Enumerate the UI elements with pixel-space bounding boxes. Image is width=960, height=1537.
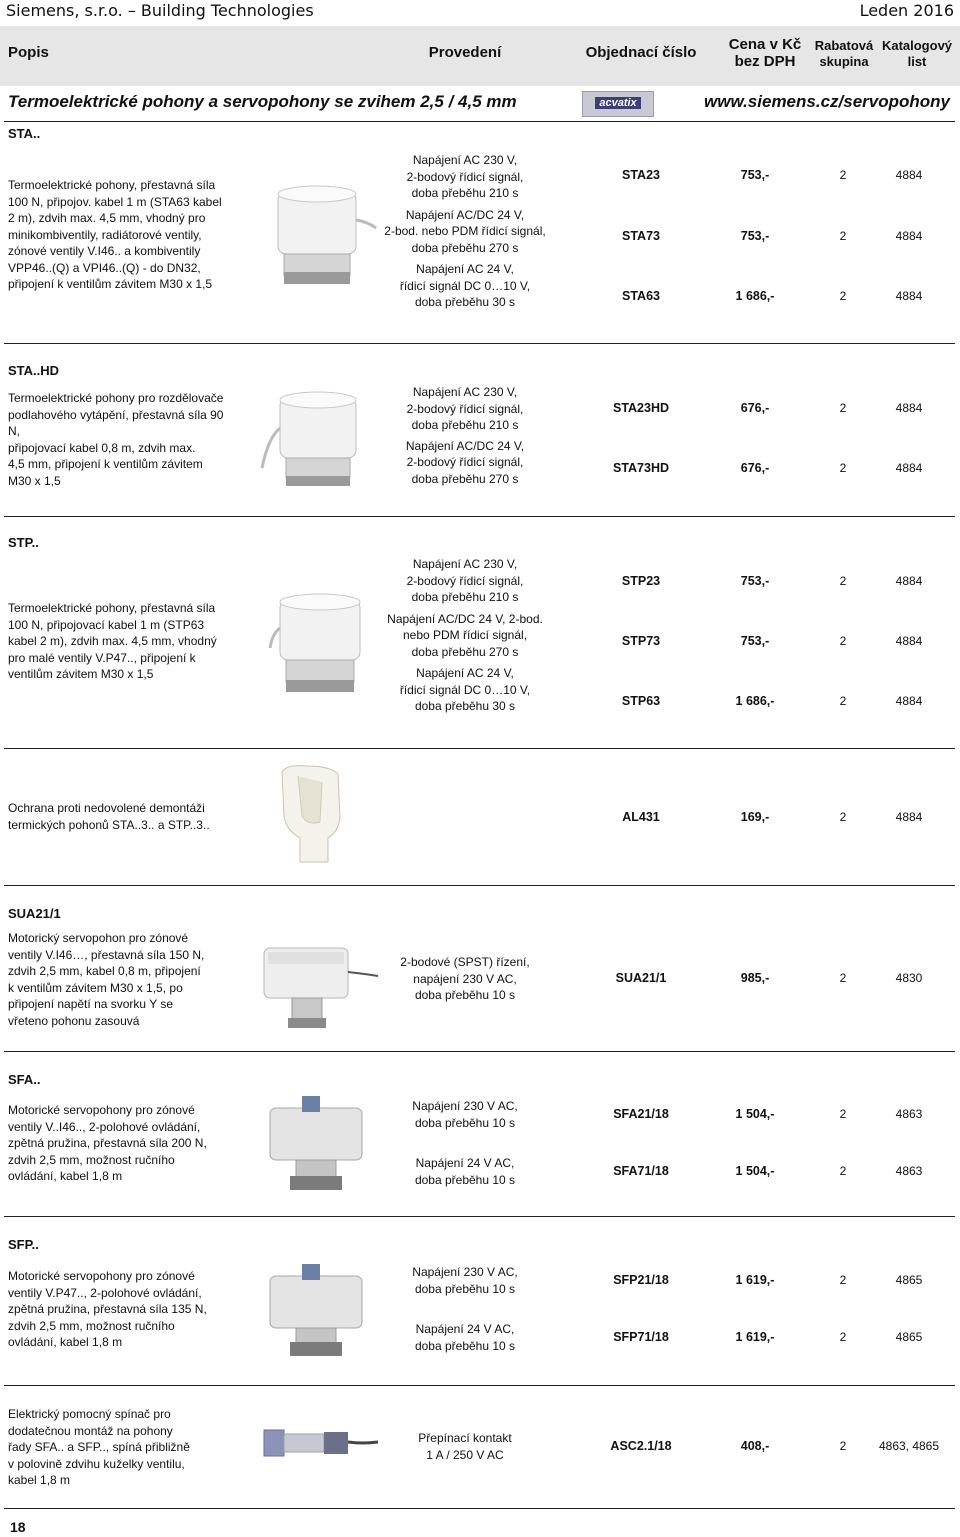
divider [4,1385,955,1386]
catalog-sheet: 4865 [895,1273,923,1287]
col-rabat-line1: Rabatová [814,38,874,53]
spec-block: Napájení 230 V AC, doba přeběhu 10 s Napájení 24 V AC, doba přeběhu 10 s [412,1099,518,1187]
catalog-sheet: 4863, 4865 [878,1439,940,1453]
divider [4,516,955,517]
section-title: STA..HD [8,363,60,378]
servo-actuator-photo [262,1090,372,1196]
col-katalog [878,38,956,70]
order-code: STP73 [621,634,661,648]
catalog-sheet: 4865 [895,1330,923,1344]
order-code: STA23 [622,168,660,182]
company-name: Siemens, s.r.o. – Building Technologies [6,1,314,20]
col-objednaci: Objednací číslo [585,44,697,61]
spec-block: Napájení AC 230 V, 2-bodový řídicí signál, doba přeběhu 210 s Napájení AC/DC 24 V, 2-bod. nebo PDM řídicí signál, doba přeběhu 270 s Napájení AC 24 V, řídicí signál DC 0…10 V, doba přeběhu 30 s [384,153,546,309]
spec-block: Napájení AC 230 V, 2-bodový řídicí signál, doba přeběhu 210 s Napájení AC/DC 24 V, 2-bodový řídicí signál, doba přeběhu 270 s [405,385,525,486]
discount-group: 2 [839,694,847,708]
divider [4,748,955,749]
col-popis: Popis [8,44,49,61]
col-provedeni: Provedení [428,44,502,61]
price: 1 686,- [735,694,775,708]
col-katalog-line1: Katalogový [881,38,953,53]
divider [4,885,955,886]
order-code: SUA21/1 [615,971,667,985]
divider [4,1051,955,1052]
col-rabat [810,38,878,70]
servo-actuator-photo [262,1258,372,1362]
price: 1 504,- [735,1164,775,1178]
product-description: Motorické servopohony pro zónové ventily V..I46.., 2-polohové ovládání, zpětná pružina, přestavná síla 200 N, zdvih 2,5 mm, možnost ručního ovládání, kabel 1,8 m [8,1103,207,1183]
order-code: STA73HD [612,461,670,475]
order-code: SFA71/18 [613,1164,669,1178]
catalog-sheet: 4863 [895,1164,923,1178]
discount-group: 2 [839,229,847,243]
order-code: STP23 [621,574,661,588]
product-description: Motorický servopohon pro zónové ventily V.I46…, přestavná síla 150 N, zdvih 2,5 mm, kabel 0,8 m, připojení k ventilům závitem M30 x 1,5, po připojení napětí na svorku Y se vřeteno pohonu zasouvá [8,931,205,1028]
section-title: SFP.. [8,1237,39,1252]
product-description: Motorické servopohony pro zónové ventily V.P47.., 2-polohové ovládání, zpětná pružina, přestavná síla 135 N, zdvih 2,5 mm, možnost ručního ovládání, kabel 1,8 m [8,1269,207,1349]
catalog-sheet: 4884 [895,810,923,824]
order-code: SFP71/18 [613,1330,669,1344]
order-code: STA73 [622,229,660,243]
spec-block: Přepínací kontakt 1 A / 250 V AC [418,1431,512,1462]
order-code: SFA21/18 [613,1107,669,1121]
catalog-sheet: 4884 [895,289,923,303]
price: 753,- [740,168,770,182]
col-cena-line1: Cena v Kč [728,36,802,53]
discount-group: 2 [839,971,847,985]
price: 753,- [740,634,770,648]
page-number: 18 [10,1519,26,1535]
order-code: ASC2.1/18 [610,1439,672,1453]
divider [4,1216,955,1217]
discount-group: 2 [839,168,847,182]
order-code: STP63 [621,694,661,708]
product-description: Elektrický pomocný spínač pro dodatečnou montáž na pohony řady SFA.. a SFP.., spíná přibližně v polovině zdvihu kuželky ventilu, kabel 1,8 m [8,1407,190,1487]
section-subheader [0,88,960,118]
catalog-sheet: 4884 [895,168,923,182]
discount-group: 2 [839,1273,847,1287]
product-description: Termoelektrické pohony, přestavná síla 100 N, připojovací kabel 1 m (STP63 kabel 2 m), zdvih max. 4,5 mm, vhodný pro malé ventily V.P47.., připojení k ventilům závitem M30 x 1,5 [8,601,217,681]
price: 985,- [740,971,770,985]
spec-block: Napájení 230 V AC, doba přeběhu 10 s Napájení 24 V AC, doba přeběhu 10 s [412,1265,518,1353]
issue-date: Leden 2016 [859,1,954,20]
catalog-sheet: 4884 [895,574,923,588]
catalog-sheet: 4884 [895,229,923,243]
product-description: Ochrana proti nedovolené demontáži termických pohonů STA..3.. a STP..3.. [8,801,210,832]
price: 1 619,- [735,1330,775,1344]
divider [4,343,955,344]
order-code: SFP21/18 [613,1273,669,1287]
order-code: STA63 [622,289,660,303]
price: 676,- [740,461,770,475]
price: 753,- [740,574,770,588]
spec-block: Napájení AC 230 V, 2-bodový řídicí signál, doba přeběhu 210 s Napájení AC/DC 24 V, 2-bod. nebo PDM řídicí signál, doba přeběhu 270 s Napájení AC 24 V, řídicí signál DC 0…10 V, doba přeběhu 30 s [387,557,543,713]
section-title: STP.. [8,535,39,550]
spec-block: 2-bodové (SPST) řízení, napájení 230 V AC, doba přeběhu 10 s [400,955,530,1002]
catalog-sheet: 4884 [895,694,923,708]
product-description: Termoelektrické pohony pro rozdělovače podlahového vytápění, přestavná síla 90 N, připojovací kabel 0,8 m, zdvih max. 4,5 mm, připojení k ventilům závitem M30 x 1,5 [8,391,224,488]
order-code: AL431 [622,810,660,824]
catalog-sheet: 4863 [895,1107,923,1121]
price: 1 619,- [735,1273,775,1287]
acvatix-logo: acvatix [582,91,654,117]
catalog-sheet: 4884 [895,461,923,475]
top-bar [0,0,960,24]
discount-group: 2 [839,810,847,824]
catalog-sheet: 4830 [895,971,923,985]
price: 676,- [740,401,770,415]
discount-group: 2 [839,574,847,588]
col-rabat-line2: skupina [819,54,869,69]
section-title: SUA21/1 [8,906,61,921]
discount-group: 2 [839,1330,847,1344]
divider [4,1508,955,1509]
discount-group: 2 [839,1107,847,1121]
subheader-url[interactable]: www.siemens.cz/servopohony [704,92,950,111]
col-katalog-line2: list [907,54,927,69]
subheader-title: Termoelektrické pohony a servopohony se zvihem 2,5 / 4,5 mm [8,92,517,111]
discount-group: 2 [839,634,847,648]
price: 169,- [740,810,770,824]
column-header [0,26,960,86]
discount-group: 2 [839,401,847,415]
catalog-sheet: 4884 [895,634,923,648]
price: 1 504,- [735,1107,775,1121]
discount-group: 2 [839,1164,847,1178]
discount-group: 2 [839,461,847,475]
catalog-sheet: 4884 [895,401,923,415]
order-code: STA23HD [612,401,670,415]
section-title: STA.. [8,126,41,141]
section-title: SFA.. [8,1072,41,1087]
protection-cover-photo [268,762,358,872]
discount-group: 2 [839,1439,847,1453]
price: 753,- [740,229,770,243]
col-cena-line2: bez DPH [734,53,796,70]
col-cena [715,36,815,70]
discount-group: 2 [839,289,847,303]
price: 408,- [740,1439,770,1453]
price: 1 686,- [735,289,775,303]
divider [4,121,955,122]
product-description: Termoelektrické pohony, přestavná síla 100 N, připojov. kabel 1 m (STA63 kabel 2 m), zdvih max. 4,5 mm, vhodný pro minikombiventily, radiátorové ventily, zónové ventily V.I46.. a kombiventily VPP46..(Q) a VPI46..(Q) - do DN32, připojení k ventilům závitem M30 x 1,5 [8,178,222,291]
